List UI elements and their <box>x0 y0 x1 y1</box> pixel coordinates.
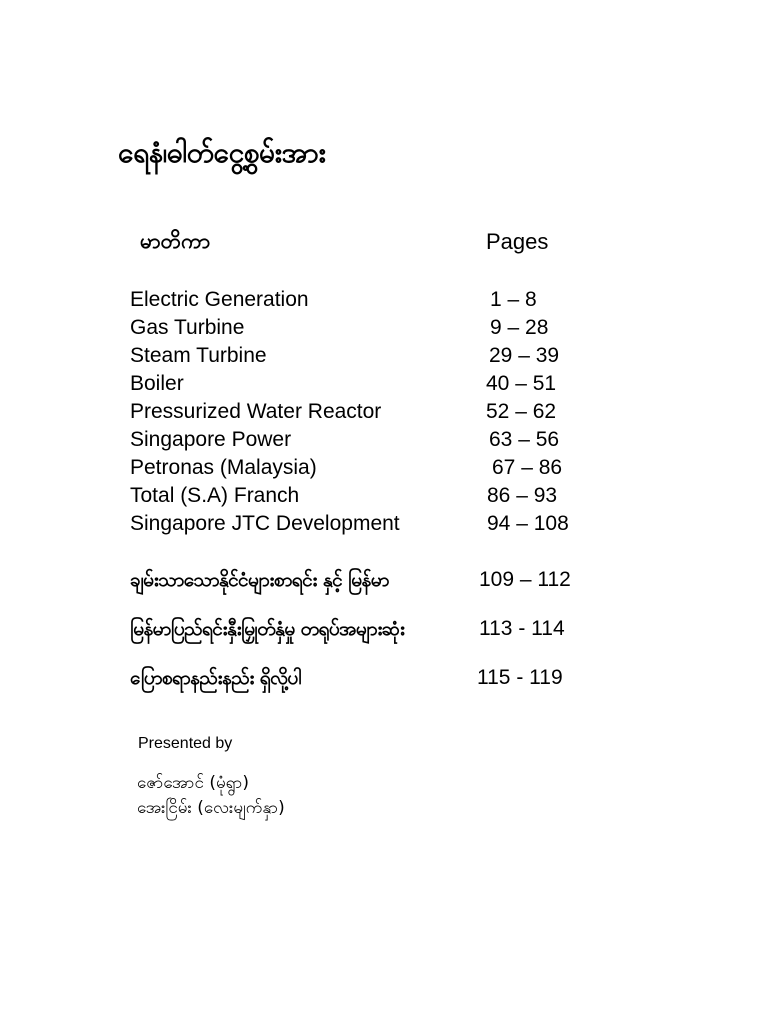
toc-entry-pages: 52 – 62 <box>486 400 557 423</box>
toc-entry-singapore-power <box>130 426 610 454</box>
toc-entry-boiler <box>130 370 610 398</box>
toc-entry-remarks <box>130 665 610 714</box>
toc-entry-label: ပြောစရာနည်းနည်း ရှိလို့ပါ <box>130 667 301 689</box>
toc-entry-pages: 40 – 51 <box>486 372 557 395</box>
toc-entry-pages: 94 – 108 <box>487 512 569 535</box>
toc-entry-label: မြန်မာပြည်ရင်းနှီးမြှုတ်နှံမှု တရုပ်အများဆုံး <box>130 618 405 640</box>
toc-entry-label: Total (S.A) Franch <box>130 484 300 507</box>
toc-entry-pages: 86 – 93 <box>487 484 558 507</box>
toc-entry-pages: 29 – 39 <box>489 344 560 367</box>
toc-entry-label: ချမ်းသာသောနိုင်ငံများစာရင်း နှင့် မြန်မာ <box>130 569 389 591</box>
toc-entry-electric-generation <box>130 286 610 314</box>
toc-entry-gas-turbine <box>130 314 610 342</box>
toc-entry-label: Steam Turbine <box>130 344 267 367</box>
toc-entry-myanmar-investment <box>130 616 610 665</box>
toc-entry-pages: 1 – 8 <box>490 288 537 311</box>
toc-entry-pages: 63 – 56 <box>489 428 560 451</box>
toc-entry-label: Boiler <box>130 372 184 395</box>
toc-entry-pages: 113 - 114 <box>479 617 565 640</box>
document-title: ရေနံ၊ဓါတ်ငွေ့စွမ်းအား <box>118 136 326 169</box>
toc-entry-pages: 115 - 119 <box>477 666 563 689</box>
presenter-name: ဇော်အောင် (မုံရွာ) <box>137 773 250 793</box>
toc-entry-pages: 9 – 28 <box>490 316 549 339</box>
pages-column-heading: Pages <box>486 229 549 254</box>
toc-entry-pages: 67 – 86 <box>492 456 563 479</box>
toc-entry-label: Gas Turbine <box>130 316 245 339</box>
toc-entry-steam-turbine <box>130 342 610 370</box>
toc-entry-rich-countries <box>130 567 610 616</box>
toc-entry-label: Electric Generation <box>130 288 309 311</box>
table-of-contents <box>130 286 610 714</box>
toc-entry-total <box>130 482 610 510</box>
toc-entry-label: Singapore JTC Development <box>130 512 400 535</box>
toc-entry-label: Pressurized Water Reactor <box>130 400 382 423</box>
toc-entry-pages: 109 – 112 <box>479 568 571 591</box>
toc-entry-petronas <box>130 454 610 482</box>
toc-entry-pressurized-water-reactor <box>130 398 610 426</box>
presented-by-label: Presented by <box>138 735 233 752</box>
presenter-name: အေးငြိမ်း (လေးမျက်နှာ) <box>137 798 285 818</box>
contents-heading: မာတိကာ <box>140 229 211 253</box>
toc-entry-singapore-jtc <box>130 510 610 538</box>
toc-entry-label: Singapore Power <box>130 428 292 451</box>
toc-entry-label: Petronas (Malaysia) <box>130 456 317 479</box>
